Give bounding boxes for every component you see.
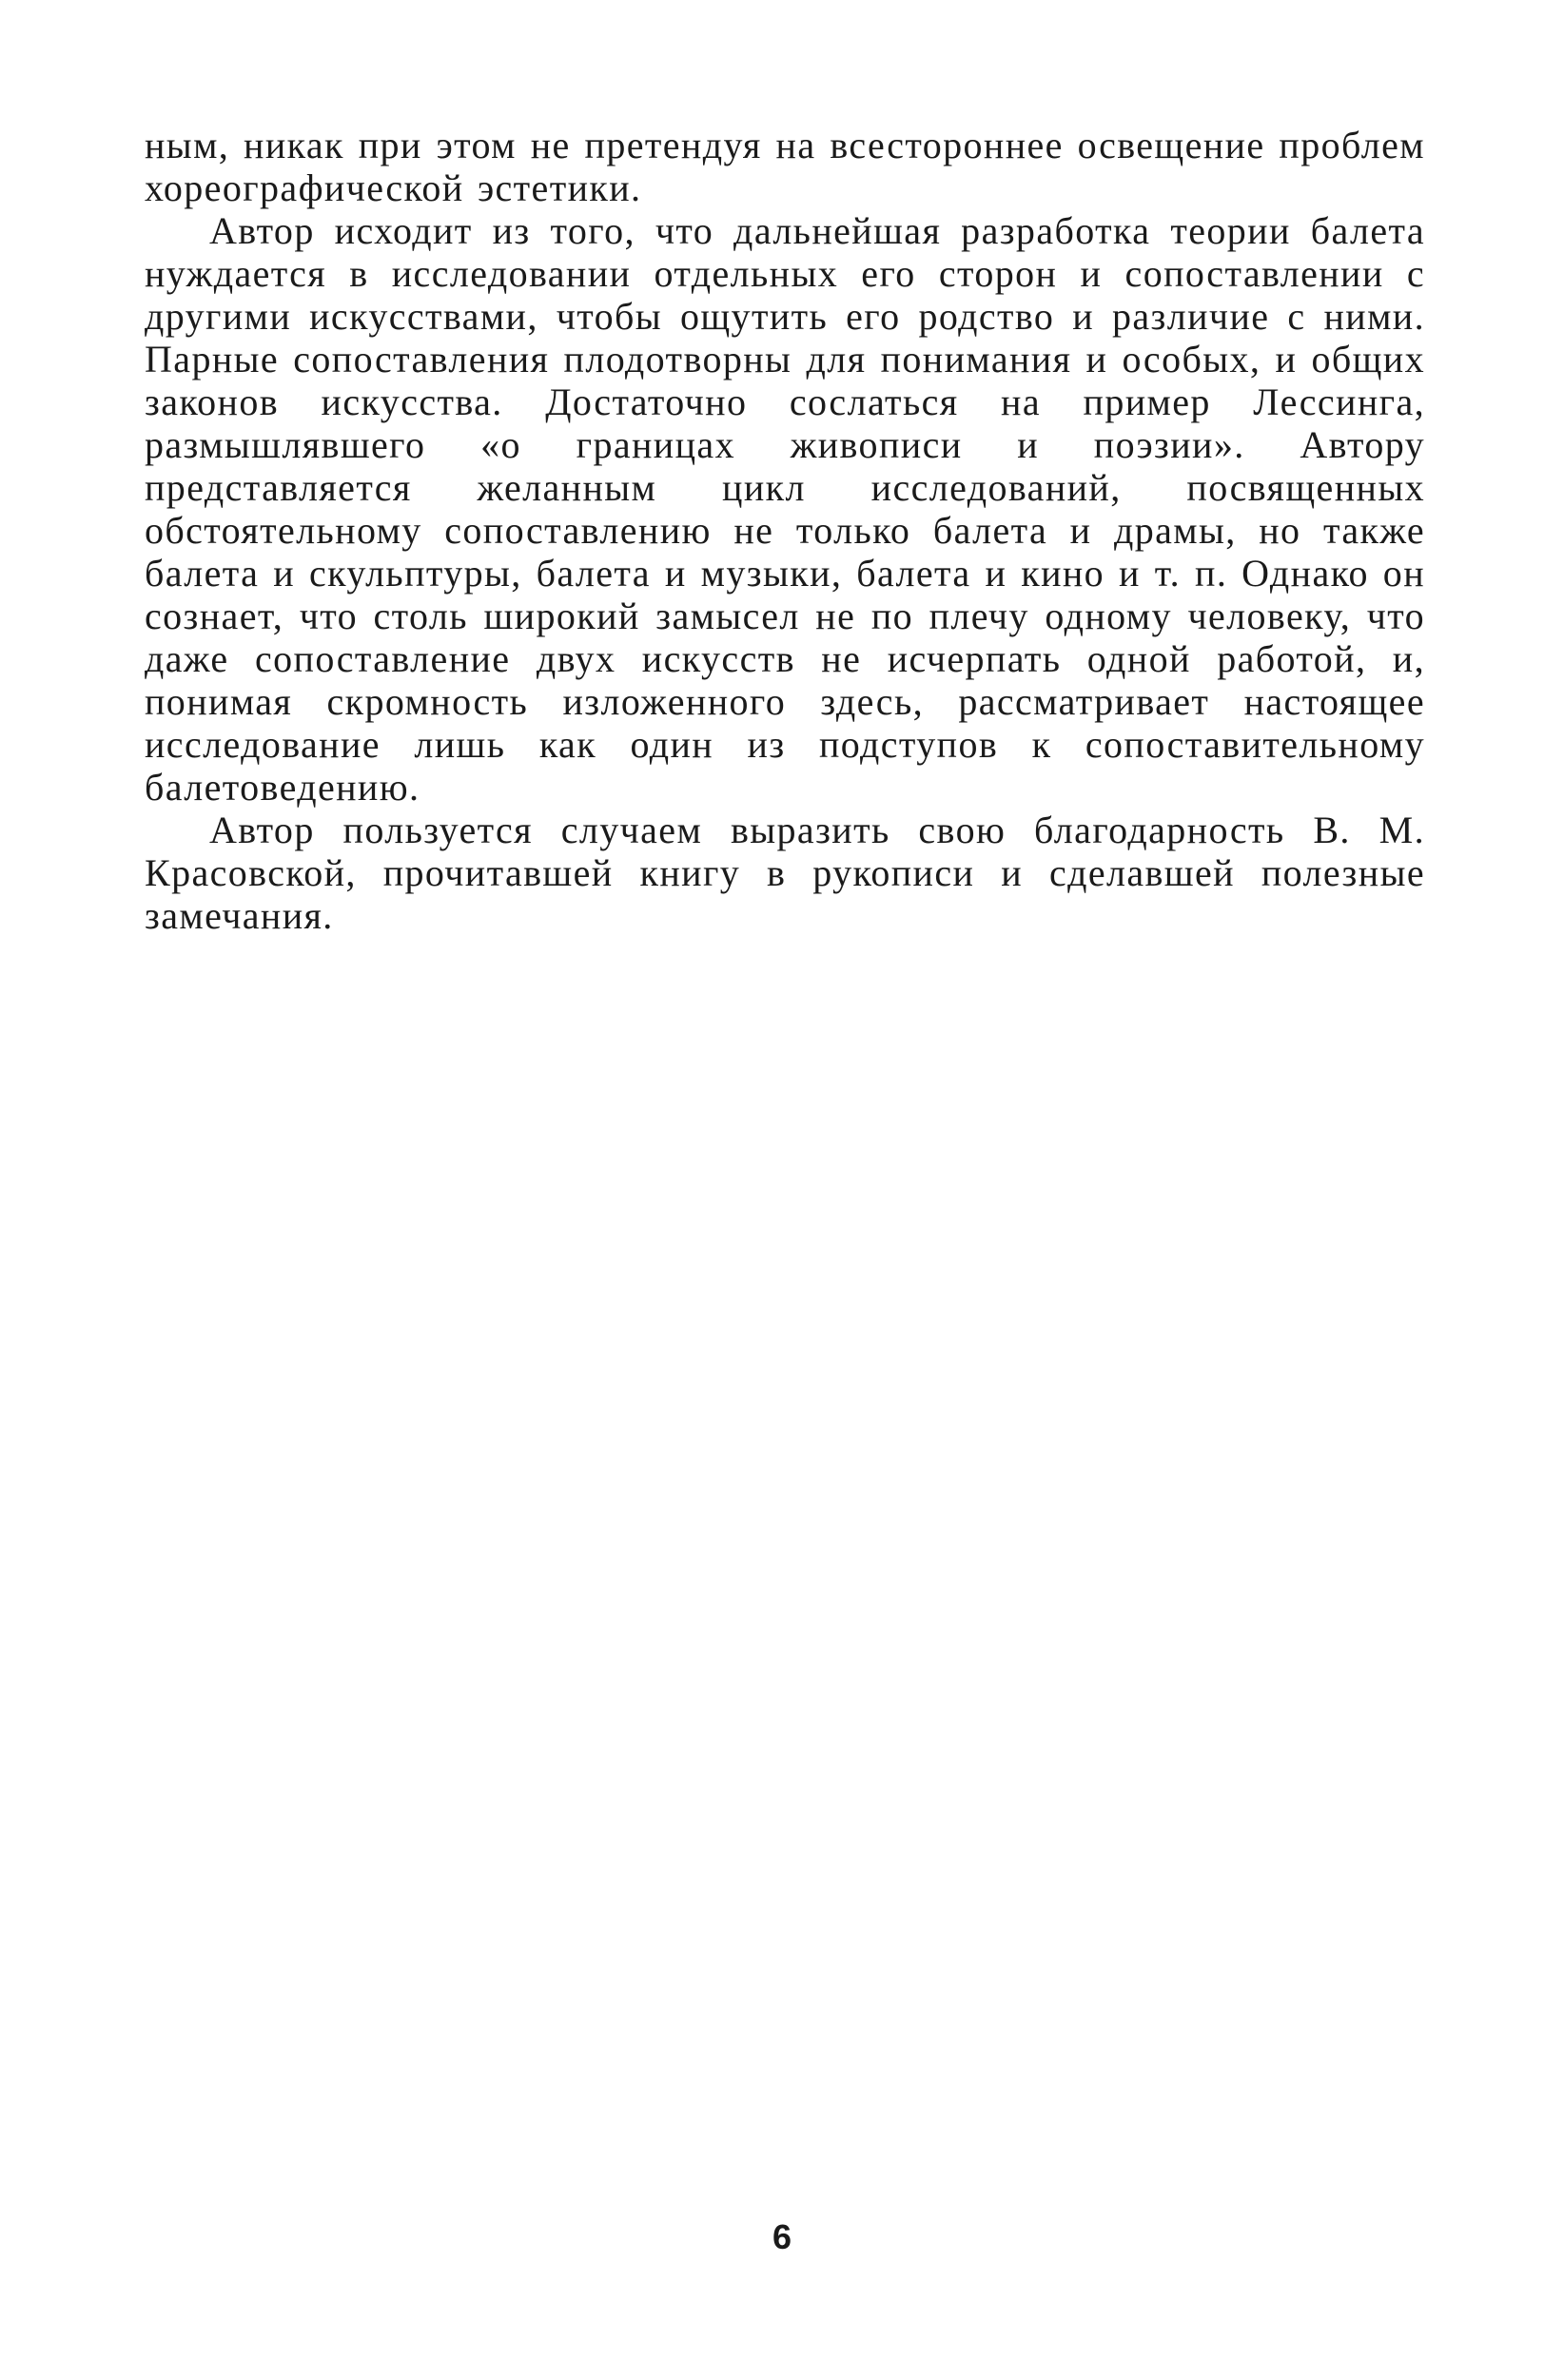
paragraph-continuation: ным, никак при этом не претендуя на всестороннее освещение проблем хореографической эстетики. (145, 124, 1425, 209)
body-text (145, 124, 1425, 937)
page-number: 6 (772, 2217, 792, 2256)
paragraph-acknowledgment: Автор пользуется случаем выразить свою благодарность В. М. Красовской, прочитавшей книгу в рукописи и сделавшей полезные замечания. (145, 809, 1425, 937)
paragraph-main: Автор исходит из того, что дальнейшая разработка теории балета нуждается в исследовании отдельных его сторон и сопоставлении с другими искусствами, чтобы ощутить его родство и различие с ними. Парные сопоставления плодотворны для понимания и особых, и общих законов искусства. Достаточно сослаться на пример Лессинга, размышлявшего «о границах живописи и поэзии». Автору представляется желанным цикл исследований, посвященных обстоятельному сопоставлению не только балета и драмы, но также балета и скульптуры, балета и музыки, балета и кино и т. п. Однако он сознает, что столь широкий замысел не по плечу одному человеку, что даже сопоставление двух искусств не исчерпать одной работой, и, понимая скромность изложенного здесь, рассматривает настоящее исследование лишь как один из подступов к сопоставительному балетоведению. (145, 209, 1425, 809)
